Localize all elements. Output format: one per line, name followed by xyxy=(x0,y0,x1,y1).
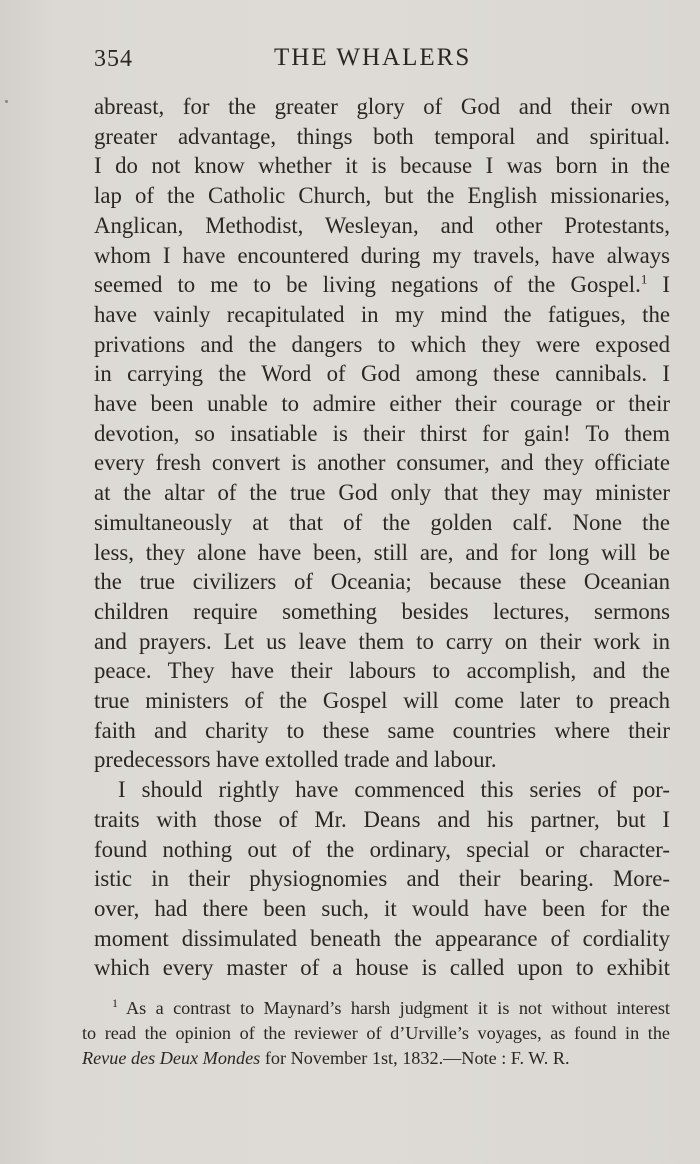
text-line: the true civilizers of Oceania; because these Oceanian xyxy=(94,569,670,595)
running-title: THE WHALERS xyxy=(274,44,472,71)
text-line: devotion, so insatiable is their thirst for gain! To them xyxy=(94,420,670,446)
text-line: greater advantage, things both temporal and spiritual. xyxy=(94,123,670,149)
text-line: at the altar of the true God only that they may minister xyxy=(94,480,670,506)
text-line: peace. They have their labours to accomplish, and the xyxy=(94,658,670,684)
paragraph-start-line: I should rightly have commenced this series of por- xyxy=(118,777,670,803)
text-line-with-note xyxy=(94,270,670,300)
text-line: lap of the Catholic Church, but the English missionaries, xyxy=(94,183,670,209)
body-text xyxy=(94,92,670,983)
text-line: istic in their physiognomies and their bearing. More- xyxy=(94,866,670,892)
text-fragment: As a contrast to Maynard’s harsh judgment it is not without interest xyxy=(126,998,670,1018)
text-line: in carrying the Word of God among these cannibals. I xyxy=(94,361,670,387)
text-line: which every master of a house is called upon to exhibit xyxy=(94,955,670,981)
footnote xyxy=(82,996,670,1071)
paper-speck xyxy=(5,100,8,103)
text-line: predecessors have extolled trade and labour. xyxy=(94,747,497,773)
text-line: simultaneously at that of the golden calf. None the xyxy=(94,509,670,535)
text-fragment: I xyxy=(662,272,670,298)
text-line: moment dissimulated beneath the appearance of cordiality xyxy=(94,925,670,951)
page-number: 354 xyxy=(94,46,133,72)
text-line: children require something besides lectures, sermons xyxy=(94,598,670,624)
footnote-line xyxy=(82,1046,670,1071)
text-line: found nothing out of the ordinary, special or character- xyxy=(94,836,670,862)
text-fragment: for November 1st, 1832.—Note : F. W. R. xyxy=(264,1048,570,1068)
journal-title: Revue des Deux Mondes xyxy=(82,1048,261,1068)
text-line: have been unable to admire either their courage or their xyxy=(94,391,670,417)
text-line: and prayers. Let us leave them to carry on their work in xyxy=(94,628,670,654)
text-line: have vainly recapitulated in my mind the fatigues, the xyxy=(94,301,670,327)
text-line: faith and charity to these same countries where their xyxy=(94,717,670,743)
footnote-reference: 1 xyxy=(640,271,648,287)
text-line: whom I have encountered during my travels, have always xyxy=(94,242,670,268)
footnote-line: to read the opinion of the reviewer of d’Urville’s voyages, as found in the xyxy=(82,1023,670,1043)
text-line: privations and the dangers to which they were exposed xyxy=(94,331,670,357)
text-line: traits with those of Mr. Deans and his partner, but I xyxy=(94,806,670,832)
text-line: every fresh convert is another consumer, and they officiate xyxy=(94,450,670,476)
text-line: abreast, for the greater glory of God and their own xyxy=(94,94,670,119)
text-line: true ministers of the Gospel will come later to preach xyxy=(94,688,670,714)
footnote-marker: 1 xyxy=(112,996,118,1010)
text-line: less, they alone have been, still are, and for long will be xyxy=(94,539,670,565)
text-line: over, had there been such, it would have been for the xyxy=(94,895,670,921)
page-header xyxy=(94,44,670,84)
footnote-line xyxy=(82,996,670,1021)
text-line: I do not know whether it is because I was born in the xyxy=(94,153,670,179)
text-fragment: seemed to me to be living negations of the Gospel. xyxy=(94,272,641,298)
text-line: Anglican, Methodist, Wesleyan, and other Protestants, xyxy=(94,212,670,238)
